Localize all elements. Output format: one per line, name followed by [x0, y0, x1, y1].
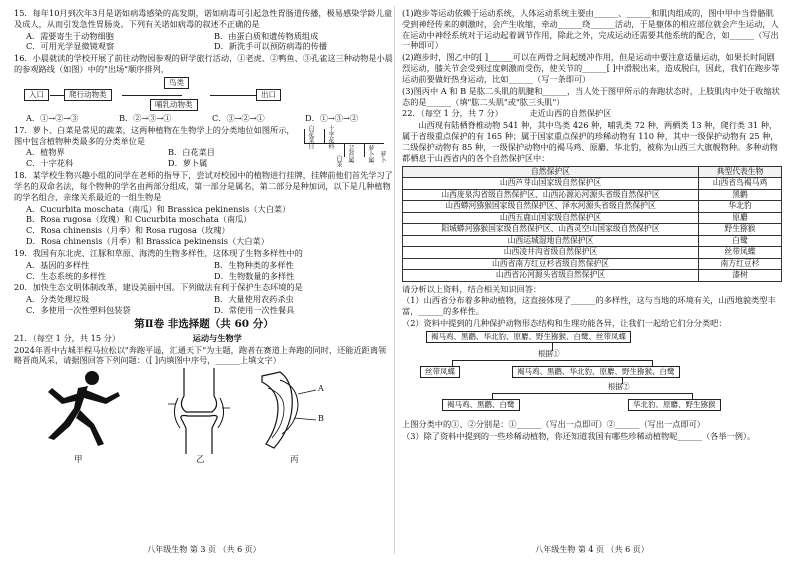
- q21-part-2: (2)跑步时，图乙中的[ ]______可以在两骨之间起缓冲作用，但是运动中要注意适量运动，如果长时间剧烈运动，膝关节会受到过度刺激而受伤，使关节的______[ ]中滑脱出来，造成脱臼，因此，我们在跑步等运动前要做好热身运动，比如______（写一条即可）: [402, 52, 780, 84]
- q21-part-3: (3)图丙中 A 和 B 是肱二头肌的肌腱和______，当人处于图甲所示的奔跑状态时，上肢肌肉中处于收缩状态的是______（填"肱二头肌"或"肱三头肌"）: [402, 85, 780, 107]
- question-19-stem: 19．我国有东北虎、江豚和草原、海湾的生物多样性，这体现了生物多样性中的: [14, 247, 303, 258]
- question-22: [402, 108, 782, 441]
- table-header-reserve: 自然保护区: [403, 166, 699, 178]
- table-row: [403, 189, 782, 201]
- question-22-sub-2: （2）资料中提到的几种保护动物形态结构和生理功能各异，让我们一起给它们分分类吧：: [402, 318, 727, 329]
- table-row: [403, 178, 782, 190]
- question-21-figures: [14, 368, 394, 466]
- right-page: [402, 8, 782, 556]
- q21-part-1: (1)跑步等运动依赖于运动系统，人体运动系统主要由______、______和肌肉组成的，图中甲中当骨骼肌受到神经传来的刺激时，会产生收缩，牵动______绕______活动，于是躯体的相应部位就会产生运动，人在运动中神经系统对于运动起着调节作用，除此之外，完成运动还需要其他系统的配合，如______（写出一种即可）: [402, 8, 779, 51]
- question-20: [14, 282, 394, 315]
- question-19-option-b: B．生物种类的多样性: [214, 259, 294, 270]
- question-20-option-c: C．多使用一次性塑料包装袋: [26, 305, 131, 316]
- question-21: [14, 333, 394, 466]
- right-page-footer: 八年级生物 第 4 页 （共 6 页）: [535, 545, 649, 555]
- route-entrance: 入口: [24, 89, 49, 101]
- table-row: [403, 258, 782, 270]
- table-cell: 华北豹: [699, 201, 782, 213]
- left-page: [14, 8, 394, 556]
- table-row: [403, 224, 782, 236]
- question-15-option-b: B．由蛋白质和遗传物质组成: [214, 30, 319, 41]
- question-17-stem: 17．萝卜、白菜是常见的蔬菜，这两种植物在生物学上的分类地位如图所示，图中包含植物种类最多的分类单位是: [14, 124, 295, 146]
- question-22-head: 22．（每空 1 分，共 7 分）: [402, 108, 503, 119]
- table-row: [403, 201, 782, 213]
- question-18-stem: 18．某学校生物兴趣小组的同学在老师的指导下，尝试对校园中的植物进行挂牌，挂牌前他们首先学习了学名的双命名法，每个物种的学名由两部分组成，第一部分是属名，第二部分是种加词，以下是几种植物的学名组合，亲缘关系最近的一组生物是: [14, 170, 393, 202]
- question-18-option-c: C．Rosa chinensis（月季）和 Rosa rugosa（玫瑰）: [26, 225, 230, 236]
- table-cell: 山西庞泉沟省级自然保护区、山西沁源沁河源头省级自然保护区: [403, 189, 699, 201]
- left-page-footer: 八年级生物 第 3 页 （共 6 页）: [147, 545, 261, 555]
- question-16-option-d: D．①→③→②: [305, 112, 359, 123]
- question-16: [14, 53, 394, 123]
- figure-label-bing: 丙: [290, 455, 299, 465]
- question-21-stem: 2024年晋中古城半程马拉松以"奔跑平遥，汇通天下"为主题，跑者在赛道上奔跑的同时，还能近距离领略晋商风采，请据图回答下列问题：（[ ]内填图中序号，______上填文字）: [14, 344, 387, 366]
- tree-label-cabbage: 白菜: [334, 154, 342, 167]
- table-cell: 黑鹳: [699, 189, 782, 201]
- page-divider: [394, 6, 395, 554]
- classify-butterfly: 丝带凤蝶: [420, 366, 460, 378]
- question-22-passage: 山西现有陆栖脊椎动物 541 种，其中鸟类 426 种，哺乳类 72 种，两栖类 13 种，爬行类 31 种，属于省级重点保护的有 165 种；属于国家重点保护的珍稀动物有 110 种，其中一级保护动物有 25 种，二级保护动物有 85 种，一级保护动物中的褐马鸡、原麝、华北豹，被称为山西三大旗舰物种。多种动物都栖息于山西省内的各个自然保护区中：: [402, 120, 779, 163]
- question-15-option-d: D．新洗手可以预防病毒的传播: [214, 41, 328, 52]
- table-cell: 山西运城湿地自然保护区: [403, 235, 699, 247]
- figure-label-yi: 乙: [196, 455, 205, 465]
- table-cell: 野生猕猴: [699, 224, 782, 236]
- section-title: 第Ⅱ卷 非选择题（共 60 分）: [134, 317, 274, 330]
- table-cell: 山西五鹿山国家级自然保护区: [403, 212, 699, 224]
- table-cell: 漆树: [699, 270, 782, 282]
- tree-label-order: 白花菜目: [306, 124, 314, 149]
- section-subtitle: 运动与生物学: [192, 332, 242, 343]
- question-17: [14, 125, 394, 169]
- question-18-option-d: D．Rosa chinensis（月季）和 Brassica pekinensis（大白菜）: [26, 236, 269, 247]
- knee-joint-figure: [164, 368, 234, 454]
- question-22-sub-2-answer: 上图分类中的①、②分别是：①______（写出一点即可）②______（写出一点即可）: [402, 418, 705, 429]
- section-heading: [14, 318, 394, 332]
- question-20-option-a: A．分类处理垃圾: [26, 294, 90, 305]
- question-21-head: 21．（每空 1 分，共 15 分）: [14, 332, 121, 343]
- classify-all-species: 褐马鸡、黑鹳、华北豹、原麝、野生猕猴、白鹭、丝带凤蝶: [426, 331, 631, 343]
- arm-muscle-figure: [254, 368, 344, 454]
- table-row: [403, 247, 782, 259]
- question-17-option-b: B．白花菜目: [168, 147, 215, 158]
- marker-a: A: [318, 384, 324, 394]
- question-20-option-d: D．常使用一次性餐具: [214, 305, 295, 316]
- classify-vertebrates: 褐马鸡、黑鹳、华北豹、原麝、野生猕猴、白鹭: [512, 366, 680, 378]
- question-15-option-c: C．可用光学显微镜观察: [26, 41, 115, 52]
- question-18-option-b: B．Rosa rugosa（玫瑰）和 Cucurbita moschata（南瓜）: [26, 214, 252, 225]
- figure-label-jia: 甲: [74, 455, 83, 465]
- question-17-option-a: A．植物界: [26, 147, 65, 158]
- table-cell: 山西凌井沟省级自然保护区: [403, 247, 699, 259]
- table-cell: 山西省鸟褐马鸡: [699, 178, 782, 190]
- question-20-option-b: B．大量使用农药杀虫: [214, 294, 294, 305]
- route-exit: 出口: [256, 89, 281, 101]
- zoo-route-diagram: [24, 77, 374, 111]
- question-18: [14, 170, 394, 247]
- classify-basis-2: 根据②: [608, 381, 630, 391]
- question-16-stem: 16．小晨就读的学校开展了前往动物园参观的研学旅行活动，①老虎、②鸭鱼、③孔雀这三种动物是小晨的参观路线（如图）中的"出场"顺序排列，: [14, 53, 393, 75]
- question-20-stem: 20．加快生态文明体制改革，建设美丽中国。下列做法有利于保护生态环境的是: [14, 282, 303, 293]
- question-18-option-a: A．Cucurbita moschata（南瓜）和 Brassica pekinensis（大白菜）: [26, 203, 291, 214]
- question-22-sub-1: （1）山西省分布着多种动植物，这直接体现了______的多样性，这与当地的环境有关，山西地貌类型丰富，______的多样性。: [402, 295, 776, 317]
- table-row: [403, 212, 782, 224]
- table-cell: 山西省南方红豆杉省级自然保护区: [403, 258, 699, 270]
- tree-label-genus-raphanus: 萝卜属: [366, 144, 374, 163]
- classification-tree-diagram: [300, 125, 390, 171]
- question-15-option-a: A．需要寄生于动物细胞: [26, 30, 114, 41]
- question-19-option-c: C．生态系统的多样性: [26, 270, 106, 281]
- table-row: [403, 270, 782, 282]
- question-15-stem: 15．每年10月到次年3月是诺如病毒感染的高发期，诺如病毒可引起急性胃肠道传播，极易感染学龄儿童及成人，从而引发急性胃肠炎。下列有关诺如病毒的叙述不正确的是: [14, 8, 393, 29]
- question-22-sub-3: （3）除了资料中提到的一些珍稀动植物，你还知道我国有哪些珍稀动植物呢______（各举一例）。: [402, 430, 756, 441]
- table-cell: 山西省沁河源头省级自然保护区: [403, 270, 699, 282]
- question-16-option-b: B．②→③→①: [119, 112, 172, 123]
- classify-birds: 褐马鸡、黑鹳、白鹭: [442, 399, 520, 411]
- classify-basis-1: 根据①: [538, 348, 560, 358]
- question-16-option-c: C．③→②→①: [212, 112, 265, 123]
- table-cell: 丝带凤蝶: [699, 247, 782, 259]
- tree-label-radish: 萝卜: [378, 150, 386, 163]
- question-15: [14, 8, 394, 52]
- runner-figure: [34, 368, 124, 454]
- question-17-option-d: D．萝卜属: [168, 158, 208, 169]
- route-mammal: 哺乳动物类: [150, 99, 198, 111]
- marker-b: B: [318, 414, 324, 424]
- route-bird: 鸟类: [164, 77, 189, 89]
- question-19: [14, 248, 394, 281]
- tree-label-family: 十字花科: [326, 124, 334, 149]
- question-22-title: 走近山西的自然保护区: [529, 108, 612, 119]
- classify-mammals: 华北豹、原麝、野生猕猴: [628, 399, 721, 411]
- question-19-option-a: A．基因的多样性: [26, 259, 90, 270]
- table-cell: 白鹭: [699, 235, 782, 247]
- table-cell: 山西蟒河猕猴国家级自然保护区、泽水河源头省级自然保护区: [403, 201, 699, 213]
- question-22-prompt: 请分析以上资料，结合相关知识回答：: [402, 283, 542, 294]
- route-reptile: 爬行动物类: [64, 89, 112, 101]
- question-17-option-c: C．十字花科: [26, 158, 74, 169]
- tree-label-genus-brassica: 芸苔属: [346, 144, 354, 163]
- table-row: [403, 235, 782, 247]
- table-cell: 阳城蟒河猕猴国家级自然保护区、山西灵空山国家级自然保护区: [403, 224, 699, 236]
- question-16-option-a: A．①→②→③: [26, 112, 79, 123]
- question-19-option-d: D．生物数量的多样性: [214, 270, 295, 281]
- table-cell: 南方红豆杉: [699, 258, 782, 270]
- table-cell: 原麝: [699, 212, 782, 224]
- table-cell: 山西芦芽山国家级自然保护区: [403, 178, 699, 190]
- classification-diagram: [402, 331, 782, 417]
- table-header-species: 典型代表生物: [699, 166, 782, 178]
- reserve-table: [402, 166, 782, 282]
